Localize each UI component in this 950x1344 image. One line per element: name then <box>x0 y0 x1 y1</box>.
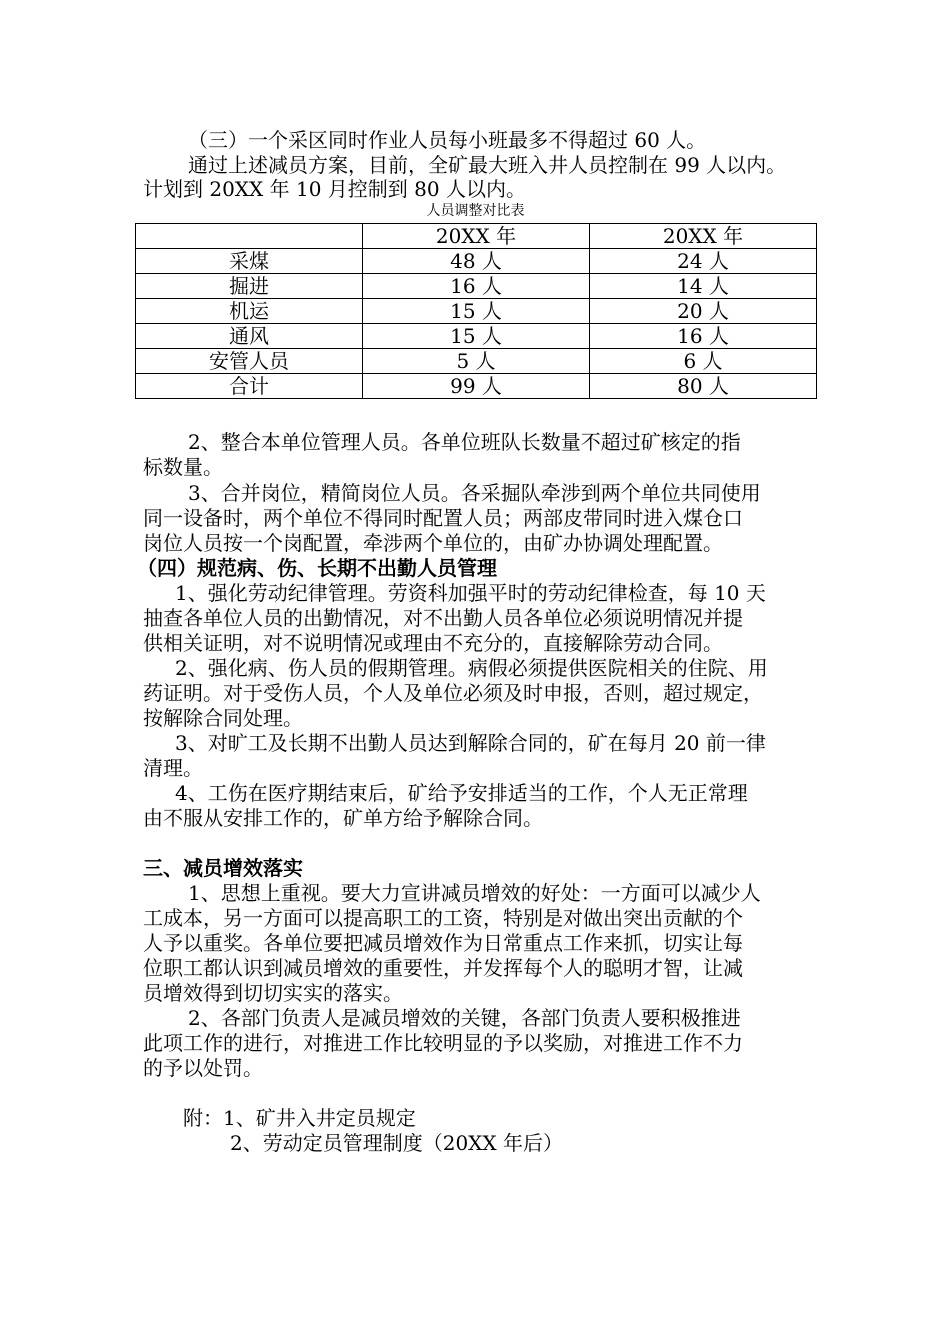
intro-paragraph-3: （三）一个采区同时作业人员每小班最多不得超过 60 人。 <box>188 128 707 152</box>
section-three-heading: 三、减员增效落实 <box>143 856 303 880</box>
table-cell: 80 人 <box>590 374 817 399</box>
staff-comparison-table <box>135 223 817 399</box>
s4-item-1-line-1: 1、强化劳动纪律管理。劳资科加强平时的劳动纪律检查，每 10 天 <box>175 581 766 605</box>
item-3-line-3: 岗位人员按一个岗配置，牵涉两个单位的，由矿办协调处理配置。 <box>143 531 723 555</box>
table-cell: 16 人 <box>590 324 817 349</box>
s4-item-3-line-1: 3、对旷工及长期不出勤人员达到解除合同的，矿在每月 20 前一律 <box>175 731 766 755</box>
table-cell: 20 人 <box>590 299 817 324</box>
s4-item-2-line-1: 2、强化病、伤人员的假期管理。病假必须提供医院相关的住院、用 <box>175 656 768 680</box>
s4-item-1-line-3: 供相关证明，对不说明情况或理由不充分的，直接解除劳动合同。 <box>143 631 723 655</box>
table-cell: 合计 <box>136 374 363 399</box>
s4-item-4-line-2: 由不服从安排工作的，矿单方给予解除合同。 <box>143 806 543 830</box>
table-cell: 5 人 <box>363 349 590 374</box>
table-cell: 15 人 <box>363 324 590 349</box>
appendix-line-2: 2、劳动定员管理制度（20XX 年后） <box>230 1131 564 1155</box>
table-cell: 掘进 <box>136 274 363 299</box>
table-row <box>136 349 817 374</box>
table-row <box>136 324 817 349</box>
s3-item-2-line-2: 此项工作的进行，对推进工作比较明显的予以奖励，对推进工作不力 <box>143 1031 743 1055</box>
table-header-cell <box>136 224 363 249</box>
table-cell: 16 人 <box>363 274 590 299</box>
s3-item-2-line-1: 2、各部门负责人是减员增效的关键，各部门负责人要积极推进 <box>188 1006 741 1030</box>
s4-item-3-line-2: 清理。 <box>143 756 203 780</box>
s3-item-2-line-3: 的予以处罚。 <box>143 1056 263 1080</box>
intro-paragraph-summary-cont: 计划到 20XX 年 10 月控制到 80 人以内。 <box>143 177 526 201</box>
s4-item-4-line-1: 4、工伤在医疗期结束后，矿给予安排适当的工作，个人无正常理 <box>175 781 748 805</box>
table-cell: 通风 <box>136 324 363 349</box>
s3-item-1-line-2: 工成本，另一方面可以提高职工的工资，特别是对做出突出贡献的个 <box>143 906 743 930</box>
item-3-line-1: 3、合并岗位，精简岗位人员。各采掘队牵涉到两个单位共同使用 <box>188 481 761 505</box>
table-cell: 24 人 <box>590 249 817 274</box>
s3-item-1-line-1: 1、思想上重视。要大力宣讲减员增效的好处：一方面可以减少人 <box>188 881 761 905</box>
intro-paragraph-summary: 通过上述减员方案，目前，全矿最大班入井人员控制在 99 人以内。 <box>188 153 787 177</box>
s4-item-2-line-3: 按解除合同处理。 <box>143 706 303 730</box>
table-cell: 14 人 <box>590 274 817 299</box>
table-caption: 人员调整对比表 <box>426 203 525 219</box>
s4-item-1-line-2: 抽查各单位人员的出勤情况，对不出勤人员各单位必须说明情况并提 <box>143 606 743 630</box>
table-cell: 安管人员 <box>136 349 363 374</box>
table-cell: 机运 <box>136 299 363 324</box>
table-row <box>136 274 817 299</box>
item-2-line-1: 2、整合本单位管理人员。各单位班队长数量不超过矿核定的指 <box>188 430 741 454</box>
item-3-line-2: 同一设备时，两个单位不得同时配置人员；两部皮带同时进入煤仓口 <box>143 506 743 530</box>
item-2-line-2: 标数量。 <box>143 455 223 479</box>
table-cell: 6 人 <box>590 349 817 374</box>
table-cell: 99 人 <box>363 374 590 399</box>
table-total-row <box>136 374 817 399</box>
s3-item-1-line-4: 位职工都认识到减员增效的重要性，并发挥每个人的聪明才智，让减 <box>143 956 743 980</box>
s3-item-1-line-5: 员增效得到切切实实的落实。 <box>143 981 403 1005</box>
s4-item-2-line-2: 药证明。对于受伤人员，个人及单位必须及时申报，否则，超过规定， <box>143 681 763 705</box>
s3-item-1-line-3: 人予以重奖。各单位要把减员增效作为日常重点工作来抓，切实让每 <box>143 931 743 955</box>
table-header-cell: 20XX 年 <box>363 224 590 249</box>
table-cell: 采煤 <box>136 249 363 274</box>
appendix-line-1: 附：1、矿井入井定员规定 <box>183 1106 416 1130</box>
table-cell: 15 人 <box>363 299 590 324</box>
table-header-row <box>136 224 817 249</box>
table-row <box>136 249 817 274</box>
table-row <box>136 299 817 324</box>
table-header-cell: 20XX 年 <box>590 224 817 249</box>
section-four-heading: （四）规范病、伤、长期不出勤人员管理 <box>137 556 497 580</box>
table-cell: 48 人 <box>363 249 590 274</box>
